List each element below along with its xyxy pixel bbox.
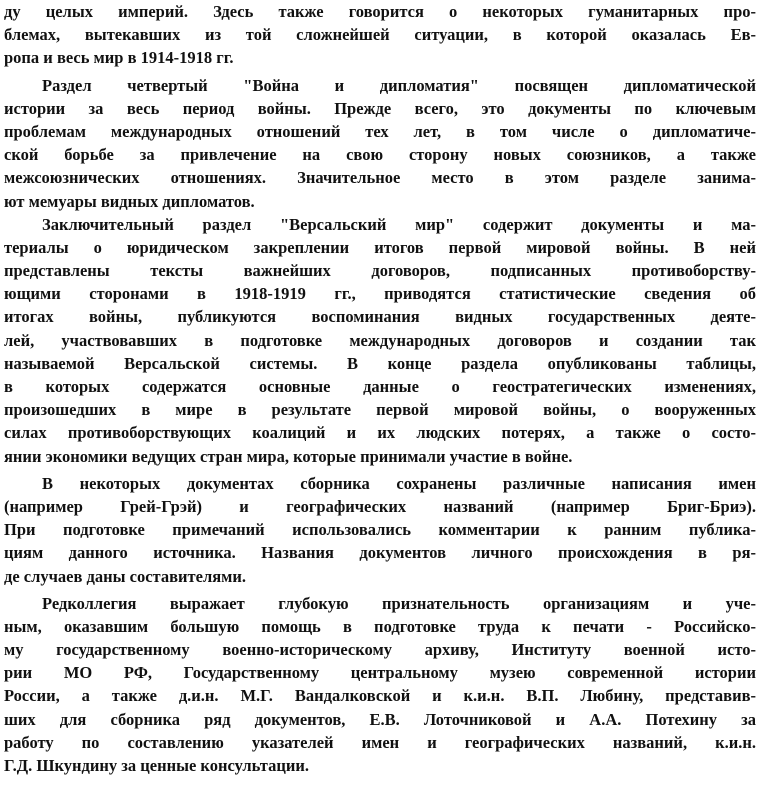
text-line: лей, участвовавших в подготовке международных договоров и создании так: [4, 330, 756, 350]
paragraph-empire-continuation: [4, 0, 756, 70]
text-line: в которых содержатся основные данные о геостратегических изменениях,: [4, 377, 756, 396]
text-line: циям данного источника. Названия документов личного происхождения в ря-: [4, 543, 756, 563]
text-line: итогах войны, публикуются воспоминания видных государственных деяте-: [4, 307, 756, 327]
paragraph-spellings: [4, 472, 756, 588]
text-line: ют мемуары видных дипломатов.: [4, 191, 255, 211]
text-line: ропа и весь мир в 1914-1918 гг.: [4, 48, 234, 68]
text-line: ду целых империй. Здесь также говорится о некоторых гуманитарных про-: [4, 2, 756, 21]
text-line: ющими сторонами в 1918-1919 гг., приводятся статистические сведения об: [4, 284, 756, 304]
text-line: Редколлегия выражает глубокую признательность организациям и уче-: [42, 593, 756, 613]
text-line: представлены тексты важнейших договоров, подписанных противоборству-: [4, 261, 756, 281]
text-line: му государственному военно-историческому архиву, Институту военной исто-: [4, 640, 756, 660]
text-line: работу по составлению указателей имен и географических названий, к.и.н.: [4, 732, 756, 752]
text-line: произошедших в мире в результате первой мировой войны, о вооруженных: [4, 400, 756, 420]
text-line: При подготовке примечаний использовались комментарии к ранним публика-: [4, 520, 756, 540]
text-line: проблемам международных отношений тех лет, в том числе о дипломатиче-: [4, 121, 756, 141]
text-line: блемах, вытекавших из той сложнейшей ситуации, в которой оказалась Ев-: [4, 25, 756, 45]
text-line: называемой Версальской системы. В конце раздела опубликованы таблицы,: [4, 353, 756, 373]
text-line: (например Грей-Грэй) и географических названий (например Бриг-Бриэ).: [4, 496, 756, 516]
paragraph-acknowledgements: [4, 592, 756, 778]
text-line: ших для сборника ряд документов, Е.В. Лоточниковой и А.А. Потехину за: [4, 709, 756, 729]
text-line: Заключительный раздел "Версальский мир" содержит документы и ма-: [42, 214, 756, 234]
text-line: де случаев даны составителями.: [4, 566, 247, 586]
text-line: ской борьбе за привлечение на свою сторону новых союзников, а также: [4, 145, 756, 165]
text-line: ным, оказавшим большую помощь в подготовке труда к печати - Российско-: [4, 616, 756, 636]
document-page: [4, 0, 756, 777]
text-line: рии МО РФ, Государственному центральному музею современной истории: [4, 663, 756, 683]
text-line: силах противоборствующих коалиций и их людских потерях, а также о состо-: [4, 423, 756, 443]
text-line: янии экономики ведущих стран мира, которые принимали участие в войне.: [4, 446, 573, 466]
text-line: Раздел четвертый "Война и дипломатия" посвящен дипломатической: [42, 75, 756, 95]
text-line: истории за весь период войны. Прежде всего, это документы по ключевым: [4, 98, 756, 118]
text-line: териалы о юридическом закреплении итогов первой мировой войны. В ней: [4, 237, 756, 257]
text-line: Г.Д. Шкундину за ценные консультации.: [4, 756, 309, 775]
paragraph-versailles-peace: [4, 213, 756, 468]
paragraph-war-and-diplomacy: [4, 74, 756, 213]
text-line: межсоюзнических отношениях. Значительное место в этом разделе занима-: [4, 168, 756, 188]
text-line: В некоторых документах сборника сохранены различные написания имен: [42, 473, 756, 493]
text-line: России, а также д.и.н. М.Г. Вандалковской и к.и.н. В.П. Любину, представив-: [4, 686, 756, 706]
